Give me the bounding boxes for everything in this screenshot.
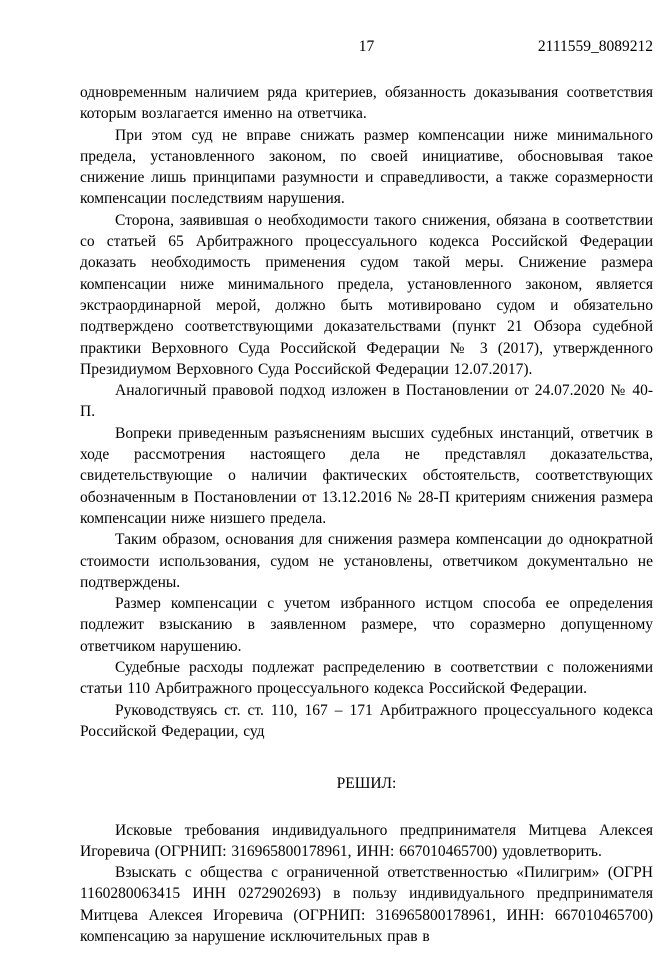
paragraph: Судебные расходы подлежат распределению в соответствии с положениями статьи 110 Арбитражного процессуального кодекса Российской Федерации. [80,659,653,698]
paragraph: Размер компенсации с учетом избранного истцом способа ее определения подлежит взысканию в заявленном размере, что соразмерно допущенному ответчиком нарушению. [80,595,653,655]
paragraph: Таким образом, основания для снижения размера компенсации до однократной стоимости использования, судом не установлены, ответчиком документально не подтверждены. [80,531,653,591]
paragraph: При этом суд не вправе снижать размер компенсации ниже минимального предела, установленного законом, по своей инициативе, обосновывая такое снижение лишь принципами разумности и справедливости, а также соразмерности компенсации последствиям нарушения. [80,126,653,208]
paragraph: Руководствуясь ст. ст. 110, 167 – 171 Арбитражного процессуального кодекса Российской Федерации, суд [80,701,653,740]
page-number: 17 [358,38,375,55]
page-header [80,38,653,56]
document-body [80,82,653,947]
text-column [80,38,653,947]
resolution-heading: РЕШИЛ: [336,775,397,793]
paragraph: Аналогичный правовой подход изложен в Постановлении от 24.07.2020 № 40-П. [80,382,653,421]
paragraph: Сторона, заявившая о необходимости такого снижения, обязана в соответствии со статьей 65 Арбитражного процессуального кодекса Российской Федерации доказать необходимость применения судом такой меры. Снижение размера компенсации ниже минимального предела, установленного законом, является экстраординарной мерой, должно быть мотивировано судом и обязательно подтверждено соответствующими доказательствами (пункт 21 Обзора судебной практики Верховного Суда Российской Федерации № 3 (2017), утвержденного Президиумом Верховного Суда Российской Федерации 12.07.2017). [80,211,653,378]
resolution-paragraph: Исковые требования индивидуального предпринимателя Митцева Алексея Игоревича (ОГРНИП: 316965800178961, ИНН: 667010465700) удовлетворить. [80,821,653,860]
paragraph: Вопреки приведенным разъяснениям высших судебных инстанций, ответчик в ходе рассмотрения настоящего дела не представлял доказательства, свидетельствующие о наличии фактических обстоятельств, соответствующих обозначенным в Постановлении от 13.12.2016 № 28-П критериям снижения размера компенсации ниже низшего предела. [80,424,653,527]
resolution-paragraph: Взыскать с общества с ограниченной ответственностью «Пилигрим» (ОГРН 1160280063415 ИНН 0272902693) в пользу индивидуального предпринимателя Митцева Алексея Игоревича (ОГРНИП: 316965800178961, ИНН: 667010465700) компенсацию за нарушение исключительных прав в [80,864,653,945]
paragraph-continuation: одновременным наличием ряда критериев, обязанность доказывания соответствия которым возлагается именно на ответчика. [80,84,653,123]
document-id: 2111559_8089212 [537,38,653,55]
